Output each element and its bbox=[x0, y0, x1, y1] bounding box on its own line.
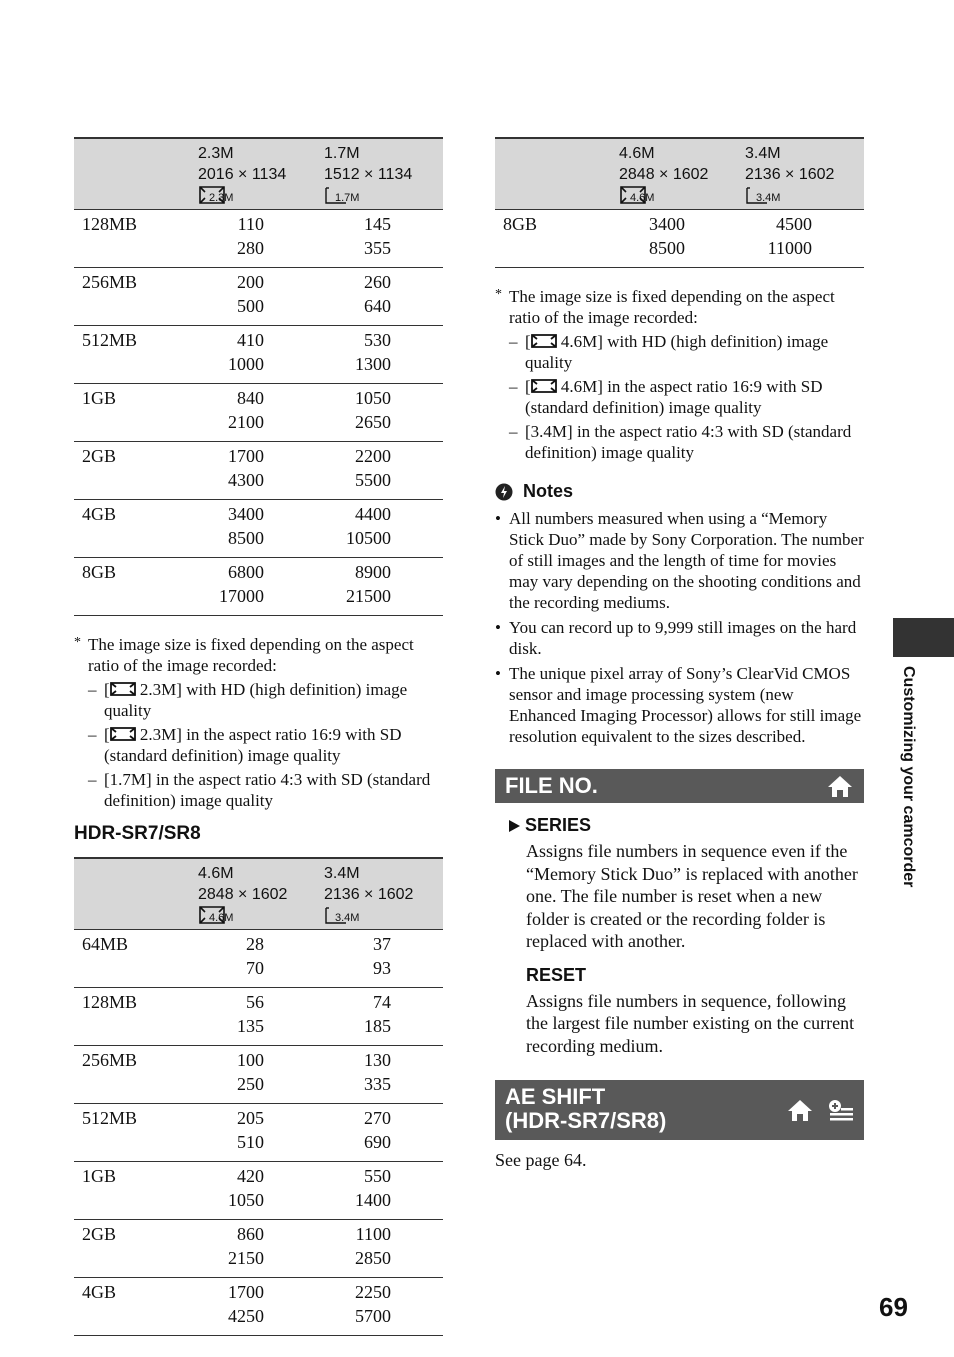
header-size-cell bbox=[198, 858, 324, 930]
footnote-main: * The image size is fixed depending on the aspect ratio of the image recorded: bbox=[495, 287, 835, 327]
footnote-item: – [ 2.3M] in the aspect ratio 16:9 with SD (standard definition) image quality bbox=[88, 725, 402, 765]
header-resolution: 2136 × 1602 bbox=[324, 886, 414, 903]
series-description: Assigns file numbers in sequence even if the “Memory Stick Duo” is replaced with another one. The file number is reset when a new folder is created or the recording folder is replaced with another. bbox=[526, 841, 858, 951]
count-cell: 56 135 bbox=[198, 988, 324, 1046]
table-row bbox=[74, 500, 443, 558]
triangle-bullet-icon bbox=[507, 819, 521, 833]
footnote-item: – [3.4M] in the aspect ratio 4:3 with SD (standard definition) image quality bbox=[509, 422, 852, 462]
count-cell: 1100 2850 bbox=[324, 1220, 443, 1278]
memory-size-cell: 256MB bbox=[74, 1046, 198, 1104]
footnote-right bbox=[495, 286, 864, 463]
chapter-tab bbox=[893, 618, 954, 657]
header-resolution: 2848 × 1602 bbox=[198, 886, 288, 903]
quality-icon-size: 3.4M bbox=[335, 912, 360, 924]
wide-quality-icon bbox=[198, 185, 246, 206]
header-resolution: 1512 × 1134 bbox=[324, 166, 413, 183]
table-row bbox=[74, 930, 443, 988]
wide-quality-icon bbox=[531, 379, 557, 393]
notes-list bbox=[495, 508, 864, 747]
quality-icon-size: 4.6M bbox=[209, 912, 234, 924]
count-cell: 6800 17000 bbox=[198, 558, 324, 616]
header-size: 1.7M bbox=[324, 145, 360, 162]
memory-size-cell: 1GB bbox=[74, 1162, 198, 1220]
chapter-side-label-text: Customizing your camcorder bbox=[900, 666, 917, 888]
standard-quality-icon bbox=[324, 185, 372, 206]
table-row bbox=[74, 210, 443, 268]
count-cell: 840 2100 bbox=[198, 384, 324, 442]
series-heading bbox=[507, 815, 864, 836]
header-size: 3.4M bbox=[324, 865, 360, 882]
table-row bbox=[74, 326, 443, 384]
header-size: 4.6M bbox=[198, 865, 234, 882]
footnote-main: * The image size is fixed depending on the aspect ratio of the image recorded: bbox=[74, 635, 414, 675]
model-heading: HDR-SR7/SR8 bbox=[74, 823, 201, 844]
footnote-item: – [ 4.6M] with HD (high definition) image quality bbox=[509, 332, 829, 372]
reset-label: RESET bbox=[526, 964, 587, 985]
count-cell: 74 185 bbox=[324, 988, 443, 1046]
chapter-side-label bbox=[893, 666, 921, 916]
table-row bbox=[74, 442, 443, 500]
capacity-table-3 bbox=[495, 137, 864, 268]
table-row bbox=[74, 1046, 443, 1104]
footnote-item: – [ 4.6M] in the aspect ratio 16:9 with SD (standard definition) image quality bbox=[509, 377, 823, 417]
count-cell: 4400 10500 bbox=[324, 500, 443, 558]
header-size-cell bbox=[198, 138, 324, 210]
wide-quality-icon bbox=[110, 727, 136, 741]
quality-icon-size: 2.3M bbox=[209, 192, 234, 204]
table-row bbox=[495, 210, 864, 268]
count-cell: 3400 8500 bbox=[198, 500, 324, 558]
table-row bbox=[74, 1104, 443, 1162]
count-cell: 1050 2650 bbox=[324, 384, 443, 442]
footnote-item: – [1.7M] in the aspect ratio 4:3 with SD (standard definition) image quality bbox=[88, 770, 431, 810]
file-no-title: FILE NO. bbox=[505, 773, 598, 798]
quality-icon-size: 3.4M bbox=[756, 192, 781, 204]
count-cell: 28 70 bbox=[198, 930, 324, 988]
series-label: SERIES bbox=[525, 815, 592, 835]
quality-icon-size: 4.6M bbox=[630, 192, 655, 204]
wide-quality-icon bbox=[110, 682, 136, 696]
memory-size-cell: 2GB bbox=[74, 442, 198, 500]
count-cell: 100 250 bbox=[198, 1046, 324, 1104]
header-size: 3.4M bbox=[745, 145, 781, 162]
count-cell: 110 280 bbox=[198, 210, 324, 268]
table-header-row bbox=[74, 138, 443, 210]
capacity-table-1 bbox=[74, 137, 443, 616]
memory-size-cell: 512MB bbox=[74, 326, 198, 384]
right-column bbox=[495, 137, 864, 1172]
reset-heading bbox=[526, 965, 864, 986]
note-item: • You can record up to 9,999 still images on the hard disk. bbox=[495, 618, 857, 658]
count-cell: 4500 11000 bbox=[745, 210, 864, 268]
quality-icon-size: 1.7M bbox=[335, 192, 360, 204]
notes-icon bbox=[495, 483, 513, 501]
count-cell: 130 335 bbox=[324, 1046, 443, 1104]
header-resolution: 2848 × 1602 bbox=[619, 166, 709, 183]
table-row bbox=[74, 1162, 443, 1220]
home-icon bbox=[786, 1098, 814, 1122]
count-cell: 1700 4250 bbox=[198, 1278, 324, 1336]
reset-description: Assigns file numbers in sequence, following the largest file number existing on the current recording medium. bbox=[526, 990, 855, 1056]
wide-quality-icon bbox=[531, 334, 557, 348]
header-size-cell bbox=[745, 138, 864, 210]
home-icon bbox=[826, 774, 854, 798]
count-cell: 270 690 bbox=[324, 1104, 443, 1162]
footnote-item: – [ 2.3M] with HD (high definition) image quality bbox=[88, 680, 408, 720]
memory-size-cell: 4GB bbox=[74, 500, 198, 558]
memory-size-cell: 256MB bbox=[74, 268, 198, 326]
header-size-cell bbox=[324, 138, 443, 210]
note-item: • All numbers measured when using a “Memory Stick Duo” made by Sony Corporation. The number of still images and the length of time for movies may vary depending on the shooting conditions and the recording mediums. bbox=[495, 509, 864, 612]
count-cell: 530 1300 bbox=[324, 326, 443, 384]
memory-size-cell: 4GB bbox=[74, 1278, 198, 1336]
header-memory-cell bbox=[74, 138, 198, 210]
memory-size-cell: 8GB bbox=[495, 210, 619, 268]
wide-quality-icon bbox=[619, 185, 667, 206]
table-row bbox=[74, 1278, 443, 1336]
count-cell: 1700 4300 bbox=[198, 442, 324, 500]
notes-heading bbox=[495, 481, 864, 502]
count-cell: 420 1050 bbox=[198, 1162, 324, 1220]
memory-size-cell: 128MB bbox=[74, 988, 198, 1046]
memory-size-cell: 512MB bbox=[74, 1104, 198, 1162]
header-size-cell bbox=[619, 138, 745, 210]
header-memory-cell bbox=[74, 858, 198, 930]
standard-quality-icon bbox=[745, 185, 793, 206]
table-row bbox=[74, 558, 443, 616]
memory-size-cell: 1GB bbox=[74, 384, 198, 442]
notes-title: Notes bbox=[523, 481, 574, 501]
count-cell: 410 1000 bbox=[198, 326, 324, 384]
capacity-table-2 bbox=[74, 857, 443, 1336]
ae-shift-section-bar bbox=[495, 1080, 864, 1140]
file-no-section-bar bbox=[495, 769, 864, 803]
count-cell: 2200 5500 bbox=[324, 442, 443, 500]
count-cell: 860 2150 bbox=[198, 1220, 324, 1278]
count-cell: 2250 5700 bbox=[324, 1278, 443, 1336]
ae-shift-title-line2: (HDR-SR7/SR8) bbox=[505, 1108, 667, 1133]
count-cell: 3400 8500 bbox=[619, 210, 745, 268]
memory-size-cell: 2GB bbox=[74, 1220, 198, 1278]
table-header-row bbox=[495, 138, 864, 210]
header-resolution: 2016 × 1134 bbox=[198, 166, 287, 183]
count-cell: 550 1400 bbox=[324, 1162, 443, 1220]
table-row bbox=[74, 1220, 443, 1278]
count-cell: 37 93 bbox=[324, 930, 443, 988]
header-size: 4.6M bbox=[619, 145, 655, 162]
left-column bbox=[74, 137, 443, 1336]
count-cell: 205 510 bbox=[198, 1104, 324, 1162]
count-cell: 200 500 bbox=[198, 268, 324, 326]
ae-shift-title-line1: AE SHIFT bbox=[505, 1084, 606, 1109]
header-resolution: 2136 × 1602 bbox=[745, 166, 835, 183]
memory-size-cell: 64MB bbox=[74, 930, 198, 988]
see-page-text: See page 64. bbox=[495, 1150, 587, 1170]
wide-quality-icon bbox=[198, 905, 246, 926]
page-number: 69 bbox=[879, 1292, 908, 1322]
table-header-row bbox=[74, 858, 443, 930]
count-cell: 260 640 bbox=[324, 268, 443, 326]
count-cell: 145 355 bbox=[324, 210, 443, 268]
header-size: 2.3M bbox=[198, 145, 234, 162]
header-memory-cell bbox=[495, 138, 619, 210]
count-cell: 8900 21500 bbox=[324, 558, 443, 616]
camera-settings-icon bbox=[826, 1098, 854, 1122]
memory-size-cell: 128MB bbox=[74, 210, 198, 268]
header-size-cell bbox=[324, 858, 443, 930]
table-row bbox=[74, 988, 443, 1046]
note-item: • The unique pixel array of Sony’s ClearVid CMOS sensor and image processing system (new Enhanced Imaging Processor) allows for still image resolution equivalent to the sizes described. bbox=[495, 664, 862, 746]
standard-quality-icon bbox=[324, 905, 372, 926]
table-row bbox=[74, 384, 443, 442]
footnote-left bbox=[74, 634, 443, 811]
table-row bbox=[74, 268, 443, 326]
memory-size-cell: 8GB bbox=[74, 558, 198, 616]
